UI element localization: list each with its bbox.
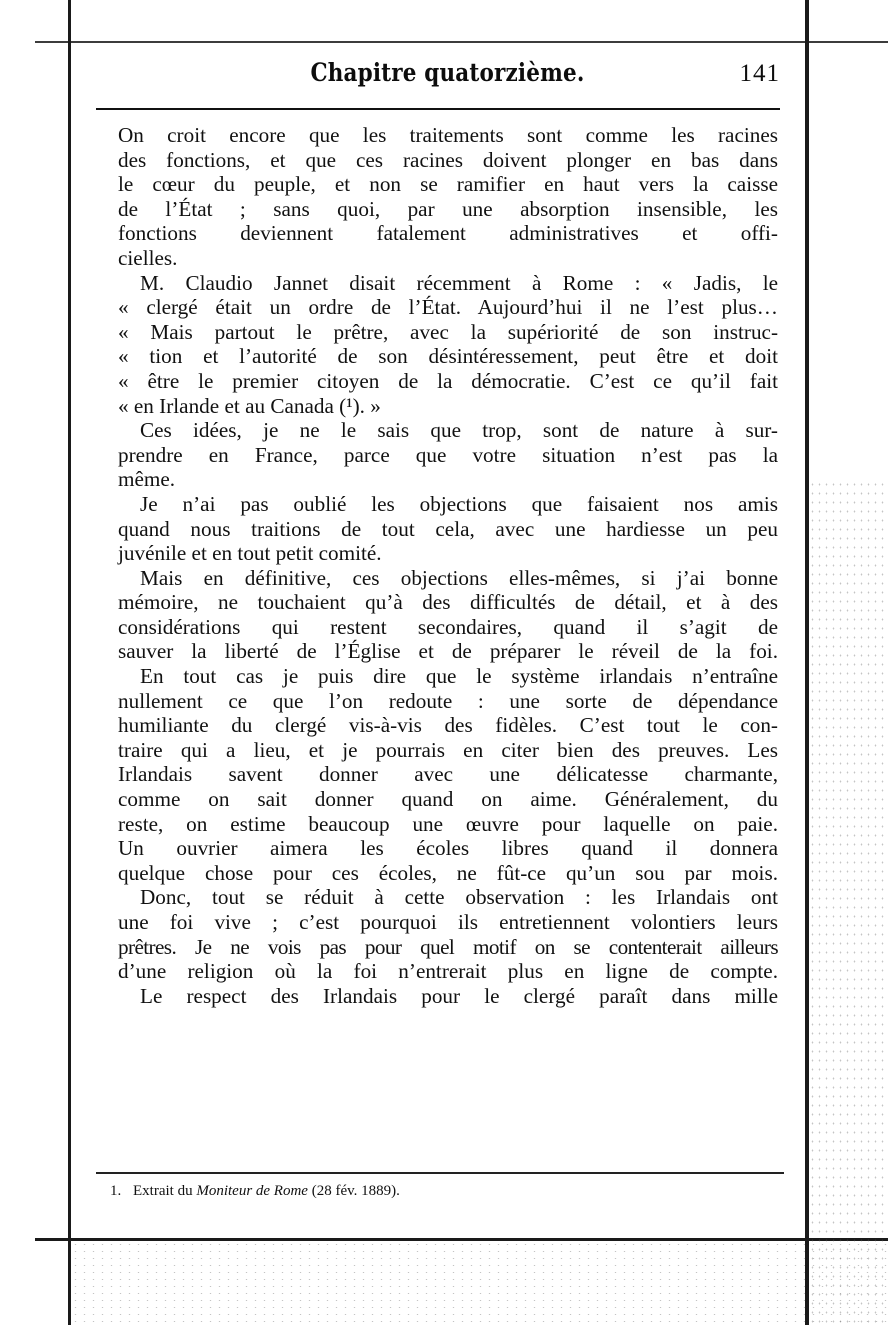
text-line: fonctions deviennent fatalement administratives et offi-	[118, 221, 778, 246]
chapter-title: Chapitre quatorzième.	[310, 58, 585, 87]
footnote	[110, 1183, 400, 1200]
text-line: même.	[118, 467, 176, 492]
crop-mark-left	[68, 0, 71, 1325]
text-line: prendre en France, parce que votre situation n’est pas la	[118, 442, 778, 467]
text-line: nullement ce que l’on redoute : une sorte de dépendance	[118, 688, 778, 713]
text-line: sauver la liberté de l’Église et de préparer le réveil de la foi.	[118, 639, 778, 664]
text-line: Mais en définitive, ces objections elles-mêmes, si j’ai bonne	[140, 565, 778, 590]
text-line: « Mais partout le prêtre, avec la supériorité de son instruc-	[118, 319, 778, 344]
page-number: 141	[739, 60, 780, 87]
text-line: une foi vive ; c’est pourquoi ils entretiennent volontiers leurs	[118, 910, 778, 934]
text-line: En tout cas je puis dire que le système irlandais n’entraîne	[140, 664, 778, 689]
footnote-number: 1.	[110, 1183, 122, 1199]
text-line: « tion et l’autorité de son désintéressement, peut être et doit	[118, 344, 778, 369]
text-line: Donc, tout se réduit à cette observation : les Irlandais ont	[140, 885, 778, 910]
text-line: Je n’ai pas oublié les objections que faisaient nos amis	[140, 491, 778, 516]
text-line: « clergé était un ordre de l’État. Aujourd’hui il ne l’est plus…	[118, 295, 778, 320]
footnote-text-after: (28 fév. 1889).	[311, 1183, 400, 1199]
text-line: Le respect des Irlandais pour le clergé paraît dans mille	[140, 983, 778, 1008]
text-line: cielles.	[118, 245, 178, 270]
text-line: le cœur du peuple, et non se ramifier en haut vers la caisse	[118, 172, 778, 197]
text-line: Ces idées, je ne le sais que trop, sont de nature à sur-	[140, 418, 778, 443]
footnote-source-title: Moniteur de Rome	[196, 1183, 308, 1199]
text-line: comme on sait donner quand on aime. Généralement, du	[118, 787, 778, 812]
text-line: quelque chose pour ces écoles, ne fût-ce qu’un sou par mois.	[118, 860, 778, 885]
footnote-rule	[96, 1172, 784, 1174]
running-header	[115, 58, 780, 102]
text-line: considérations qui restent secondaires, quand il s’agit de	[118, 614, 778, 639]
scan-noise-bottom	[71, 1241, 888, 1325]
text-line: humiliante du clergé vis-à-vis des fidèles. C’est tout le con-	[118, 713, 778, 738]
text-line: des fonctions, et que ces racines doivent plonger en bas dans	[118, 147, 778, 172]
header-rule	[96, 108, 780, 110]
text-line: traire qui a lieu, et je pourrais en citer bien des preuves. Les	[118, 737, 778, 762]
text-line: reste, on estime beaucoup une œuvre pour laquelle on paie.	[118, 811, 778, 836]
text-line: Un ouvrier aimera les écoles libres quand il donnera	[118, 836, 778, 861]
text-line: On croit encore que les traitements sont comme les racines	[118, 123, 778, 147]
text-line: d’une religion où la foi n’entrerait plus en ligne de compte.	[118, 959, 778, 984]
text-line: Irlandais savent donner avec une délicatesse charmante,	[118, 762, 778, 787]
text-line: de l’État ; sans quoi, par une absorption insensible, les	[118, 196, 778, 221]
body-text	[118, 123, 778, 1008]
text-line: M. Claudio Jannet disait récemment à Rome : « Jadis, le	[140, 270, 778, 295]
scan-noise-right	[809, 480, 888, 1325]
text-line: prêtres. Je ne vois pas pour quel motif on se contenterait ailleurs	[118, 934, 778, 959]
text-line: quand nous traitions de tout cela, avec une hardiesse un peu	[118, 516, 778, 541]
footnote-text-before: Extrait du	[133, 1183, 193, 1199]
text-line: « être le premier citoyen de la démocratie. C’est ce qu’il fait	[118, 368, 778, 393]
text-line: juvénile et en tout petit comité.	[118, 541, 382, 566]
text-line: « en Irlande et au Canada (¹). »	[118, 393, 381, 418]
crop-mark-top	[35, 41, 888, 43]
text-line: mémoire, ne touchaient qu’à des difficultés de détail, et à des	[118, 590, 778, 615]
